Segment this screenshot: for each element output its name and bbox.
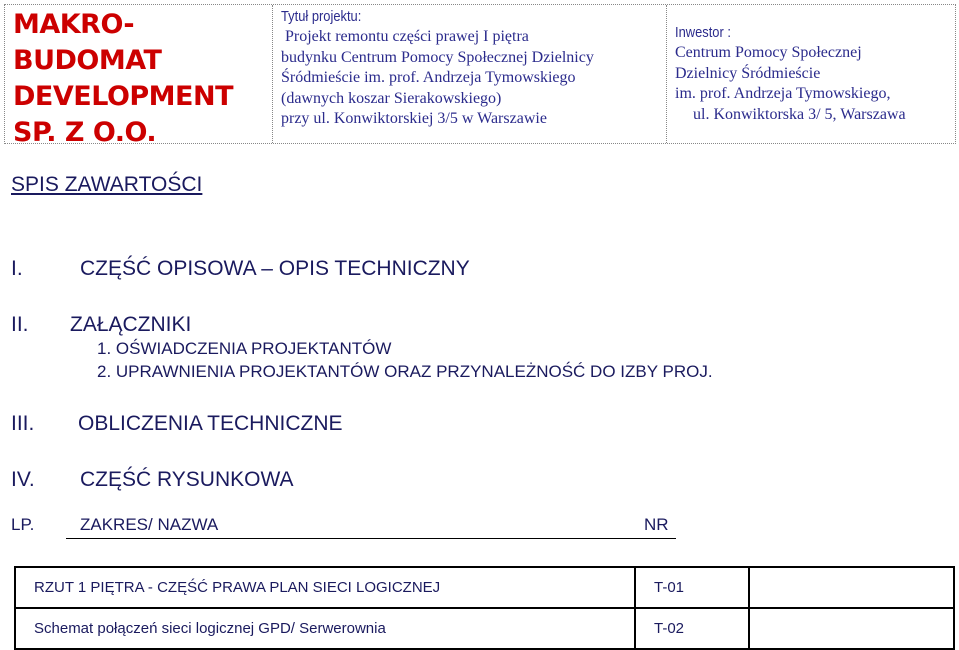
project-line: przy ul. Konwiktorskiej 3/5 w Warszawie [281, 110, 547, 127]
column-header-name: ZAKRES/ NAZWA [80, 515, 219, 534]
investor-line: Dzielnicy Śródmieście [675, 64, 821, 82]
project-line: (dawnych koszar Sierakowskiego) [281, 89, 502, 107]
section-number: IV. [11, 468, 35, 491]
drawing-number: T-02 [635, 608, 749, 649]
attachment-item: 1. OŚWIADCZENIA PROJEKTANTÓW [97, 339, 392, 358]
investor-line: ul. Konwiktorska 3/ 5, Warszawa [693, 105, 906, 123]
section-title: CZĘŚĆ RYSUNKOWA [80, 468, 294, 491]
project-info [281, 7, 665, 130]
section-title: ZAŁĄCZNIKI [70, 313, 192, 336]
investor-info [675, 23, 955, 125]
section-title: OBLICZENIA TECHNICZNE [78, 412, 343, 435]
investor-label: Inwestor : [675, 24, 731, 41]
drawing-number: T-01 [635, 567, 749, 608]
attachment-item: 2. UPRAWNIENIA PROJEKTANTÓW ORAZ PRZYNALEŻNOŚĆ DO IZBY PROJ. [97, 362, 713, 381]
project-line: budynku Centrum Pomocy Społecznej Dzielnicy [281, 48, 594, 66]
project-line: Projekt remontu części prawej I piętra [285, 28, 529, 45]
column-header-underline [66, 538, 676, 539]
drawing-name: RZUT 1 PIĘTRA - CZĘŚĆ PRAWA PLAN SIECI LOGICZNEJ [15, 567, 635, 608]
section-number: I. [11, 257, 23, 280]
project-line: Śródmieście im. prof. Andrzeja Tymowskiego [281, 69, 576, 86]
drawings-table [14, 566, 955, 650]
column-header-nr: NR [644, 515, 669, 534]
investor-line: im. prof. Andrzeja Tymowskiego, [675, 85, 891, 102]
drawing-name: Schemat połączeń sieci logicznej GPD/ Serwerownia [15, 608, 635, 649]
toc-title: SPIS ZAWARTOŚCI [11, 173, 203, 196]
empty-cell [749, 567, 954, 608]
investor-line: Centrum Pomocy Społecznej [675, 44, 862, 61]
title-block-divider [666, 5, 667, 143]
column-header-lp: LP. [11, 515, 35, 534]
table-row [15, 567, 954, 608]
section-number: III. [11, 412, 35, 435]
table-row [15, 608, 954, 649]
empty-cell [749, 608, 954, 649]
section-title: CZĘŚĆ OPISOWA – OPIS TECHNICZNY [80, 257, 470, 280]
project-label: Tytuł projektu: [281, 8, 362, 25]
title-block [4, 4, 956, 148]
company-logo: MAKRO-BUDOMAT DEVELOPMENT SP. Z O.O. [13, 9, 234, 148]
section-number: II. [11, 313, 29, 336]
